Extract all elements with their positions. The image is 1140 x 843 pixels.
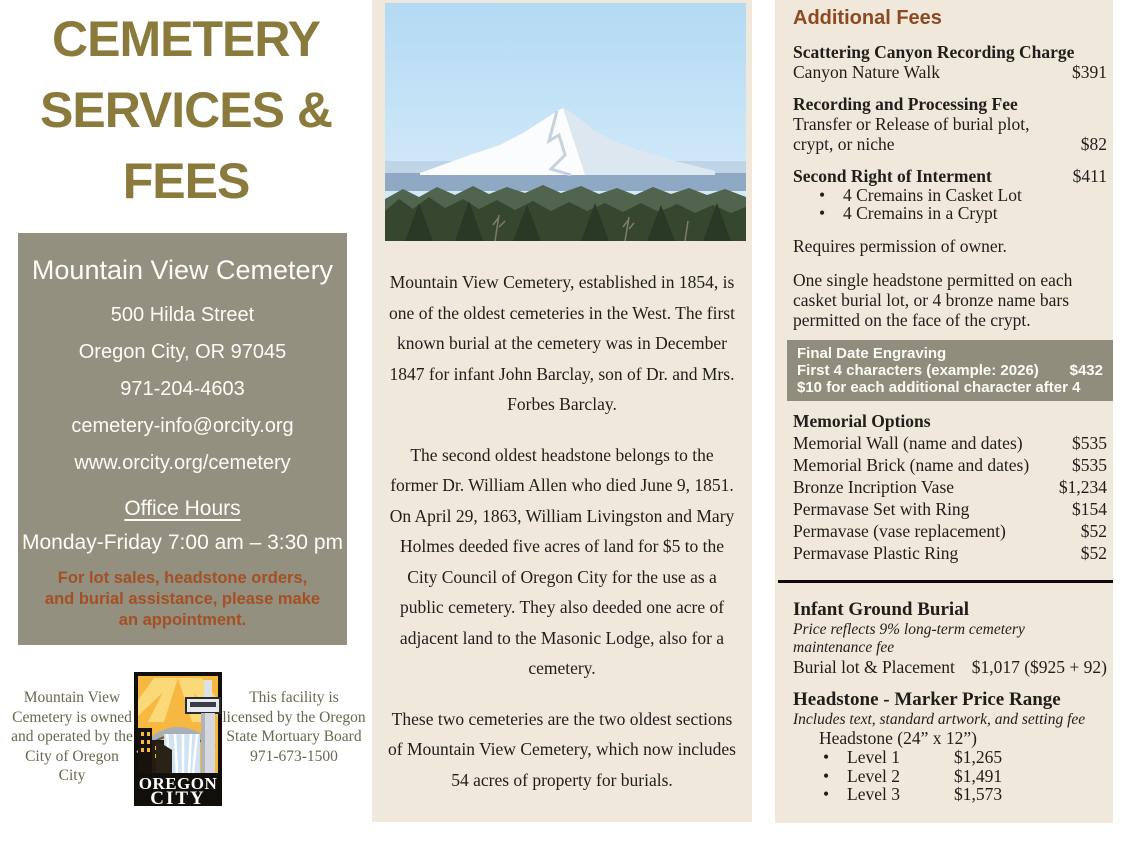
oregon-city-logo bbox=[134, 672, 222, 806]
fee-row bbox=[793, 134, 1107, 154]
fee-row bbox=[793, 542, 1107, 564]
website-url: www.orcity.org/cemetery bbox=[74, 452, 291, 474]
headstone-permitted-note: One single headstone permitted on each casket burial lot, or 4 bronze name bars permitted on the face of the crypt. bbox=[793, 270, 1073, 330]
office-hours-heading: Office Hours bbox=[124, 497, 241, 520]
fee-label: Permavase Set with Ring bbox=[793, 499, 970, 519]
fee-label: Memorial Brick (name and dates) bbox=[793, 455, 1030, 475]
appointment-note: For lot sales, headstone orders, and burial assistance, please make an appointment. bbox=[44, 569, 321, 629]
level-label: Level 3 bbox=[847, 784, 900, 804]
bullet-dot bbox=[823, 785, 847, 804]
second-right-section bbox=[793, 166, 1107, 222]
fee-row bbox=[793, 498, 1107, 520]
fee-row bbox=[793, 657, 1107, 677]
left-column bbox=[0, 0, 372, 843]
level-price-row bbox=[793, 785, 1107, 804]
level-price: $1,573 bbox=[954, 784, 1003, 804]
level-label: Level 2 bbox=[847, 765, 900, 786]
headstone-price-range-section bbox=[793, 689, 1107, 804]
recording-processing-title: Recording and Processing Fee bbox=[793, 94, 1018, 114]
fee-row bbox=[793, 520, 1107, 542]
fee-label: Bronze Incription Vase bbox=[793, 477, 955, 497]
bullet-dot bbox=[823, 767, 847, 786]
fee-label: Burial lot & Placement bbox=[793, 657, 955, 677]
engraving-title: Final Date Engraving bbox=[797, 345, 947, 362]
history-text bbox=[372, 267, 752, 815]
memorial-options-section bbox=[793, 411, 1107, 564]
owned-by-text: Mountain View Cemetery is owned and operated by the City of Oregon City bbox=[11, 689, 133, 784]
email-address: cemetery-info@orcity.org bbox=[71, 415, 294, 437]
history-paragraph-2: The second oldest headstone belongs to the former Dr. William Allen who died June 9, 1851. On April 29, 1863, William Livingston and Mary Holmes deeded five acres of land for $5 to the City Council of Oregon City for the use as a public cemetery. They also deeded one acre of adjacent land to the Masonic Lodge, also for a cemetery. bbox=[389, 444, 735, 678]
section-divider bbox=[778, 580, 1113, 583]
recording-processing-section bbox=[793, 94, 1107, 154]
fee-price: $535 bbox=[1072, 455, 1107, 475]
owner-permission-note: Requires permission of owner. bbox=[793, 236, 1007, 256]
bullet-text: 4 Cremains in a Crypt bbox=[843, 203, 998, 223]
history-paragraph-1: Mountain View Cemetery, established in 1854, is one of the oldest cemeteries in the West. The first known burial at the cemetery was in December 1847 for infant John Barclay, son of Dr. and Mrs. Forbes Barclay. bbox=[389, 272, 735, 414]
fee-row bbox=[793, 454, 1107, 476]
oregon-city-logo-icon bbox=[134, 672, 222, 806]
right-column-additional-fees bbox=[775, 0, 1113, 823]
infant-burial-title: Infant Ground Burial bbox=[793, 599, 969, 620]
additional-fees-heading: Additional Fees bbox=[793, 7, 942, 29]
level-price: $1,491 bbox=[954, 765, 1003, 786]
scattering-canyon-title: Scattering Canyon Recording Charge bbox=[793, 42, 1075, 62]
history-paragraph-3: These two cemeteries are the two oldest sections of Mountain View Cemetery, which now includes 54 acres of property for burials. bbox=[388, 708, 736, 790]
mortuary-board-phone: 971-673-1500 bbox=[250, 747, 338, 765]
fee-price: $1,234 bbox=[1058, 477, 1107, 497]
fee-label: Canyon Nature Walk bbox=[793, 62, 940, 82]
licensed-by-line: This facility is licensed by the Oregon State Mortuary Board bbox=[222, 689, 366, 745]
memorial-options-title: Memorial Options bbox=[793, 411, 931, 431]
logo-text-city: CITY bbox=[150, 788, 206, 806]
level-price-row bbox=[793, 767, 1107, 786]
fee-price: $154 bbox=[1072, 499, 1107, 519]
infant-burial-subtitle: Price reflects 9% long-term cemetery maintenance fee bbox=[793, 621, 1025, 656]
final-date-engraving-box bbox=[787, 340, 1113, 401]
ownership-footer bbox=[0, 672, 372, 806]
address-street: 500 Hilda Street bbox=[110, 304, 255, 326]
fee-label-line2: crypt, or niche bbox=[793, 134, 895, 154]
fee-price: $82 bbox=[1080, 134, 1107, 154]
headstone-size-label: Headstone (24” x 12”) bbox=[819, 728, 977, 748]
fee-row bbox=[797, 362, 1103, 379]
page-title-line-2: SERVICES & bbox=[40, 82, 332, 138]
level-price-row bbox=[793, 748, 1107, 767]
fee-price: $52 bbox=[1080, 543, 1107, 563]
fee-label: Permavase (vase replacement) bbox=[793, 521, 1006, 541]
fee-price: $52 bbox=[1080, 521, 1107, 541]
fee-label: Permavase Plastic Ring bbox=[793, 543, 959, 563]
bullet-dot bbox=[819, 186, 843, 204]
fee-row bbox=[793, 62, 1107, 82]
page-title bbox=[0, 4, 372, 217]
fee-price: $1,017 ($925 + 92) bbox=[971, 657, 1107, 677]
bullet-text: 4 Cremains in Casket Lot bbox=[843, 185, 1022, 205]
bullet-dot bbox=[823, 748, 847, 767]
mount-hood-photo bbox=[385, 3, 746, 241]
level-price: $1,265 bbox=[954, 747, 1003, 767]
scattering-canyon-section bbox=[793, 42, 1107, 82]
fee-label-line1: Transfer or Release of burial plot, bbox=[793, 114, 1030, 134]
cemetery-name: Mountain View Cemetery bbox=[31, 255, 334, 285]
engraving-note: $10 for each additional character after 4 bbox=[797, 379, 1081, 396]
logo-text-oregon: OREGON bbox=[138, 774, 218, 793]
fee-price: $391 bbox=[1072, 62, 1107, 82]
bullet-dot bbox=[819, 204, 843, 222]
contact-info-box bbox=[18, 233, 347, 645]
licensed-by-text bbox=[222, 672, 372, 766]
phone-number: 971-204-4603 bbox=[120, 378, 245, 400]
second-right-title: Second Right of Interment bbox=[793, 166, 992, 186]
fee-row bbox=[793, 432, 1107, 454]
fee-label: Memorial Wall (name and dates) bbox=[793, 433, 1023, 453]
level-label: Level 1 bbox=[847, 747, 900, 767]
bullet-item bbox=[793, 186, 1107, 204]
engraving-line: First 4 characters (example: 2026) bbox=[797, 362, 1039, 379]
fee-price: $535 bbox=[1072, 433, 1107, 453]
address-city: Oregon City, OR 97045 bbox=[78, 341, 287, 363]
bullet-item bbox=[793, 204, 1107, 222]
office-hours-value: Monday-Friday 7:00 am – 3:30 pm bbox=[22, 531, 343, 554]
fee-row bbox=[793, 166, 1107, 186]
fee-row bbox=[793, 476, 1107, 498]
engraving-price: $432 bbox=[1069, 362, 1103, 379]
page-title-line-1: CEMETERY bbox=[52, 11, 320, 67]
headstone-range-title: Headstone - Marker Price Range bbox=[793, 689, 1061, 710]
page-title-line-3: FEES bbox=[122, 153, 250, 209]
infant-ground-burial-section bbox=[793, 599, 1107, 677]
middle-column bbox=[372, 0, 752, 822]
fee-price: $411 bbox=[1072, 166, 1107, 186]
headstone-range-subtitle: Includes text, standard artwork, and setting fee bbox=[793, 711, 1086, 728]
